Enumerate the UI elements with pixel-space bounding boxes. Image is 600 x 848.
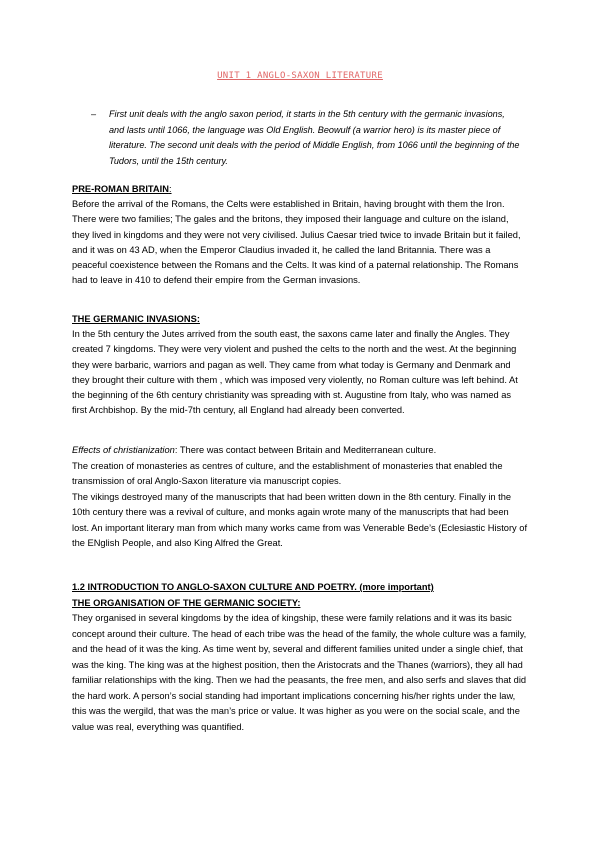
christianization-para-3: The vikings destroyed many of the manuscripts that had been written down in the 8th century. Finally in the 10th century there was a revival of culture, and monks again wrote many of the manuscripts that had been lost. An important literary man from which many works came from was Venerable Bede’s (Eclesiastic History of the ENglish People, and also King Alfred the Great. [72,491,528,548]
heading-colon: : [168,184,172,194]
section-christianization [72,443,528,552]
pre-roman-heading: PRE-ROMAN BRITAIN [72,184,169,194]
culture-heading: 1.2 INTRODUCTION TO ANGLO-SAXON CULTURE AND POETRY. (more important) [72,582,434,592]
intro-bullet-item [91,107,521,169]
christianization-body-1: : There was contact between Britain and Mediterranean culture. [174,445,437,455]
section-anglo-saxon-culture [72,580,528,735]
intro-text: First unit deals with the anglo saxon period, it starts in the 5th century with the germanic invasions, and lasts until 1066, the language was Old English. Beowulf (a warrior hero) is its master piece of literature. The second unit deals with the period of Middle English, from 1066 until the beginning of the Tudors, until the 15th century. [109,109,520,166]
pre-roman-body: Before the arrival of the Romans, the Celts were established in Britain, having brought with them the Iron. There were two families; The gales and the britons, they imposed their language and culture on the island, they lived in kingdoms and they were not very civilised. Julius Caesar tried twice to invade Britain but it failed, and it was on 43 AD, when the Emperor Claudius invaded it, he called the land Britannia. There was a peaceful coexistence between the Romans and the Celts. It was kind of a paternal relationship. The Romans had to leave in 410 to defend their empire from the German invasions. [72,199,521,286]
bullet-dash: – [91,109,97,119]
culture-body: They organised in several kingdoms by the idea of kingship, these were family relations and it was its basic concept around their culture. The head of each tribe was the head of the family, the whole culture was a family, and the head of it was the king. As time went by, several and different families united under a single chief, that was the king. The king was at the highest position, then the Aristocrats and the Thanes (warriors), they all had familiar relationships with the king. Then we had the peasants, the free men, and also serfs and slaves that did the hard work. A person’s social standing had important implications concerning his/her rights under the law, this was the wergild, that was the man’s price or value. It was higher as you were on the social scale, and the value was real, everything was quantified. [72,613,527,732]
germanic-heading: THE GERMANIC INVASIONS: [72,314,200,324]
christianization-para-1 [72,443,528,459]
section-heading [72,182,528,197]
christianization-para-2: The creation of monasteries as centres of culture, and the establishment of monasteries that enabled the transmission of oral Anglo-Saxon literature via manuscript copies. [72,460,503,486]
document-title: UNIT 1 ANGLO-SAXON LITERATURE [217,71,383,81]
section-germanic-invasions [72,312,528,418]
section-pre-roman-britain [72,182,528,288]
culture-subheading: THE ORGANISATION OF THE GERMANIC SOCIETY: [72,597,301,608]
christianization-label: Effects of christianization [72,445,175,455]
germanic-body: In the 5th century the Jutes arrived from the south east, the saxons came later and finally the Angles. They created 7 kingdoms. They were very violent and pushed the celts to the north and the west. At the beginning they were barbaric, warriors and pagan as well. They came from what today is Germany and Denmark and they brought their culture with them , which was imposed very violently, no Roman culture was left behind. At the beginning of the 6th century christianity was spreading with st. Augustine from Italy, who was named as first Archbishop. By the mid-7th century, all England had already been converted. [72,329,518,416]
